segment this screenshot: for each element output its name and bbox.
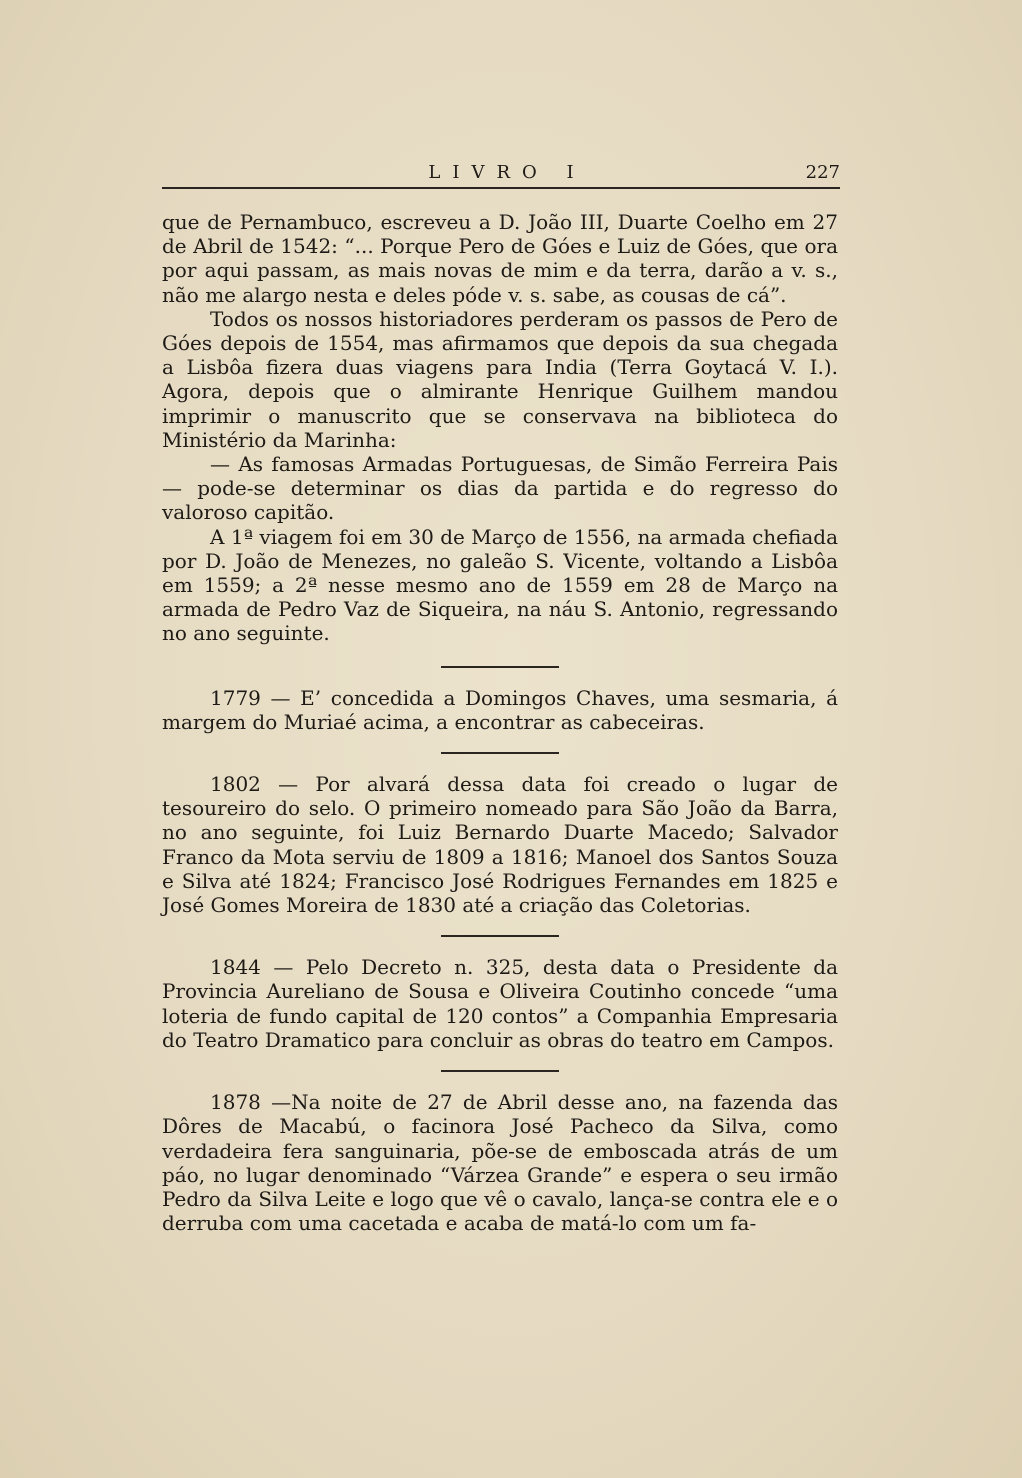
entry-1878: 1878 —Na noite de 27 de Abril desse ano, na fazenda das Dôres de Macabú, o facinora José Pacheco da Silva, como verdadeira fera sanguinaria, põe-se de emboscada atrás de um páo, no lugar denominado “Várzea Grande” e espera o seu irmão Pedro da Silva Leite e logo que vê o cavalo, lança-se contra ele e o derruba com uma cacetada e acaba de matá-lo com um fa- xyxy=(162,1090,838,1236)
paragraph-armadas: — As famosas Armadas Portuguesas, de Simão Ferreira Pais — pode-se determinar os dias da partida e do regresso do valoroso capitão. xyxy=(162,452,838,525)
page-header xyxy=(162,160,840,188)
entry-1779: 1779 — E’ concedida a Domingos Chaves, uma sesmaria, á margem do Muriaé acima, a encontrar as cabeceiras. xyxy=(162,685,838,734)
section-separator xyxy=(441,666,559,668)
paragraph-historians: Todos os nossos historiadores perderam os passos de Pero de Góes depois de 1554, mas afirmamos que depois da sua chegada a Lisbôa fizera duas viagens para India (Terra Goytacá V. I.). Agora, depois que o almirante Henrique Guilhem mandou imprimir o manuscrito que se conservava na biblioteca do Ministério da Marinha: xyxy=(162,306,838,452)
paragraph-voyages: A 1ª viagem foi em 30 de Março de 1556, na armada chefiada por D. João de Menezes, no galeão S. Vicente, voltando a Lisbôa em 1559; a 2ª nesse mesmo ano de 1559 em 28 de Março na armada de Pedro Vaz de Siqueira, na náu S. Antonio, regressando no ano seguinte. xyxy=(162,524,838,646)
page-body xyxy=(162,210,838,1235)
section-separator xyxy=(441,1070,559,1072)
paragraph-continuation: que de Pernambuco, escreveu a D. João III, Duarte Coelho em 27 de Abril de 1542: “... Porque Pero de Góes e Luiz de Góes, que ora por aqui passam, as mais novas de mim e da terra, darão a v. s., não me alargo nesta e deles póde v. s. sabe, as cousas de cá”. xyxy=(162,210,838,307)
entry-1802: 1802 — Por alvará dessa data foi creado o lugar de tesoureiro do selo. O primeiro nomeado para São João da Barra, no ano seguinte, foi Luiz Bernardo Duarte Macedo; Salvador Franco da Mota serviu de 1809 a 1816; Manoel dos Santos Souza e Silva até 1824; Francisco José Rodrigues Fernandes em 1825 e José Gomes Moreira de 1830 até a criação das Coletorias. xyxy=(162,772,838,918)
header-rule xyxy=(162,187,840,189)
entry-1844: 1844 — Pelo Decreto n. 325, desta data o Presidente da Provincia Aureliano de Sousa e Oliveira Coutinho concede “uma loteria de fundo capital de 120 contos” a Companhia Empresaria do Teatro Dramatico para concluir as obras do teatro em Campos. xyxy=(162,955,838,1052)
section-separator xyxy=(441,752,559,754)
running-title: LIVRO I xyxy=(428,162,586,183)
section-separator xyxy=(441,935,559,937)
page-number: 227 xyxy=(805,162,840,183)
